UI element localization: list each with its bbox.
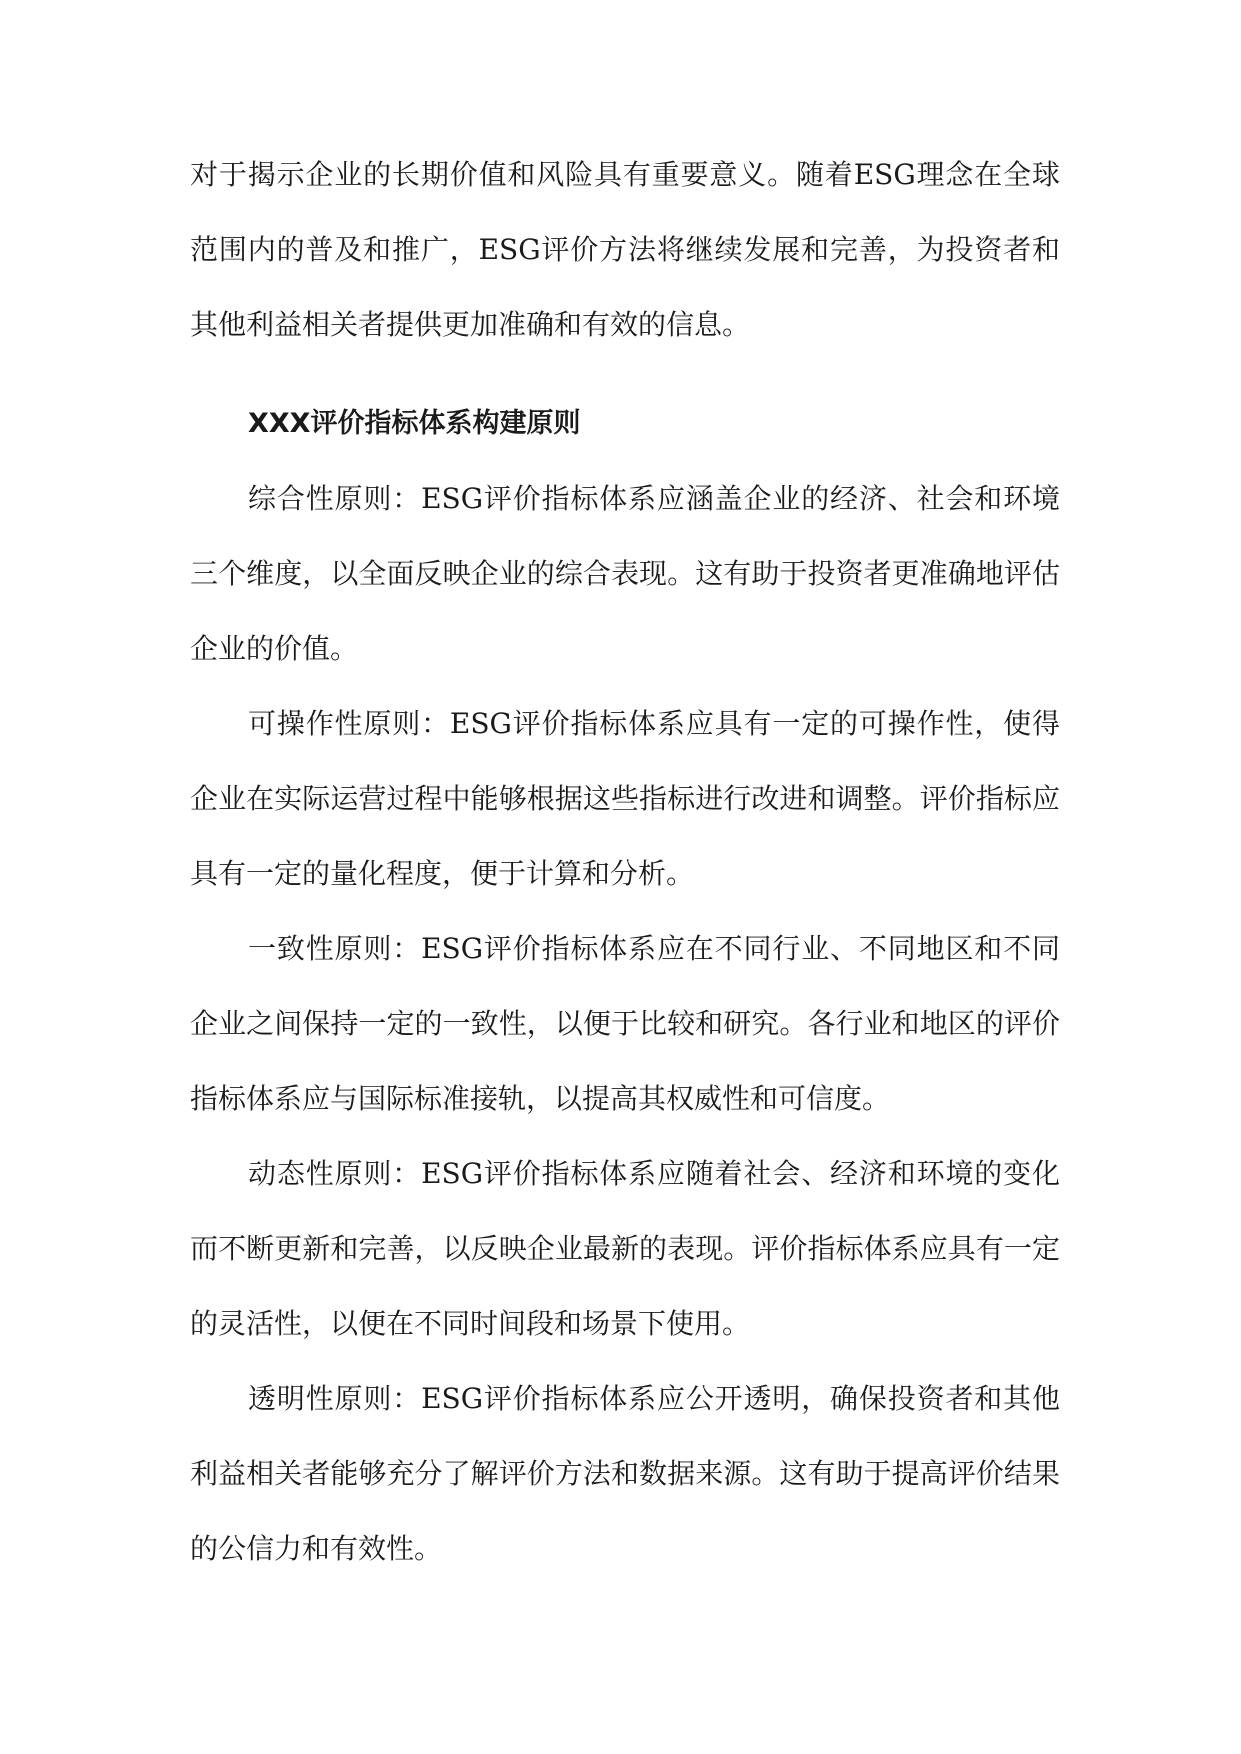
intro-paragraph: 对于揭示企业的长期价值和风险具有重要意义。随着ESG理念在全球范围内的普及和推广，ESG评价方法将继续发展和完善，为投资者和其他利益相关者提供更加准确和有效的信息。 <box>190 158 1060 341</box>
principle-paragraph-consistency <box>190 911 1060 1136</box>
section-heading: XXX评价指标体系构建原则 <box>248 408 581 439</box>
principle-paragraph-transparency <box>190 1361 1060 1586</box>
principle-text: ESG评价指标体系应涵盖企业的经济、社会和环境三个维度，以全面反映企业的综合表现。这有助于投资者更准确地评估企业的价值。 <box>190 482 1060 665</box>
document-body <box>190 137 1060 1586</box>
principle-text: ESG评价指标体系应随着社会、经济和环境的变化而不断更新和完善，以反映企业最新的表现。评价指标体系应具有一定的灵活性，以便在不同时间段和场景下使用。 <box>190 1157 1060 1340</box>
principle-title: 综合性原则： <box>248 482 422 515</box>
principle-paragraph-operability <box>190 686 1060 911</box>
principle-title: 透明性原则： <box>248 1382 422 1415</box>
principle-text: ESG评价指标体系应公开透明，确保投资者和其他利益相关者能够充分了解评价方法和数据来源。这有助于提高评价结果的公信力和有效性。 <box>190 1382 1060 1565</box>
principle-text: ESG评价指标体系应在不同行业、不同地区和不同企业之间保持一定的一致性，以便于比较和研究。各行业和地区的评价指标体系应与国际标准接轨，以提高其权威性和可信度。 <box>190 932 1060 1115</box>
principle-text: ESG评价指标体系应具有一定的可操作性，使得企业在实际运营过程中能够根据这些指标进行改进和调整。评价指标应具有一定的量化程度，便于计算和分析。 <box>190 707 1060 890</box>
principle-title: 动态性原则： <box>248 1157 422 1190</box>
principle-title: 一致性原则： <box>248 932 422 965</box>
principle-paragraph-comprehensive <box>190 461 1060 686</box>
principle-paragraph-dynamic <box>190 1136 1060 1361</box>
principle-title: 可操作性原则： <box>248 707 450 740</box>
